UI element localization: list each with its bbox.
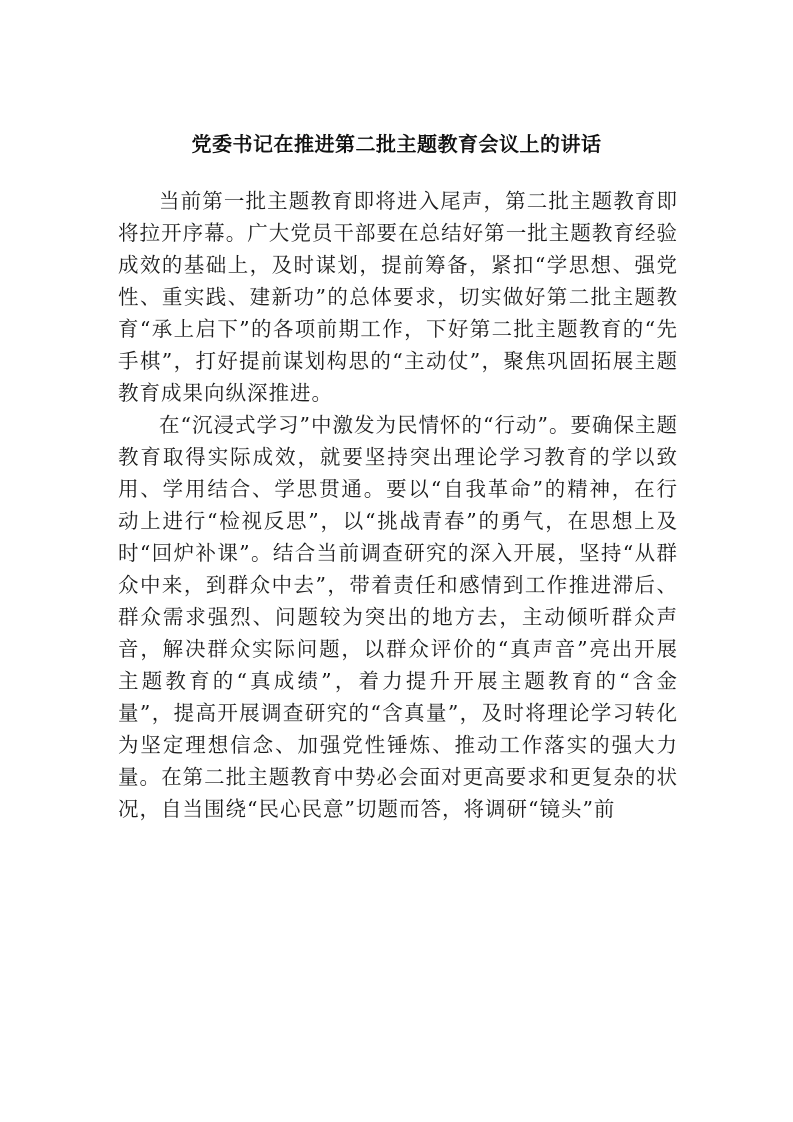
paragraph-2: 在“沉浸式学习”中激发为民情怀的“行动”。要确保主题教育取得实际成效，就要坚持突出理论学习教育的学以致用、学用结合、学思贯通。要以“自我革命”的精神，在行动上进行“检视反思”，以“挑战青春”的勇气，在思想上及时“回炉补课”。结合当前调查研究的深入开展，坚持“从群众中来，到群众中去”，带着责任和感情到工作推进滞后、群众需求强烈、问题较为突出的地方去，主动倾听群众声音，解决群众实际问题，以群众评价的“真声音”亮出开展主题教育的“真成绩”，着力提升开展主题教育的“含金量”，提高开展调查研究的“含真量”，及时将理论学习转化为坚定理想信念、加强党性锤炼、推动工作落实的强大力量。在第二批主题教育中势必会面对更高要求和更复杂的状况，自当围绕“民心民意”切题而答，将调研“镜头”前 xyxy=(118,413,678,821)
document-title: 党委书记在推进第二批主题教育会议上的讲话 xyxy=(191,132,602,156)
document-body xyxy=(118,185,678,825)
paragraph-1: 当前第一批主题教育即将进入尾声，第二批主题教育即将拉开序幕。广大党员干部要在总结好第一批主题教育经验成效的基础上，及时谋划，提前筹备，紧扣“学思想、强党性、重实践、建新功”的总体要求，切实做好第二批主题教育“承上启下”的各项前期工作，下好第二批主题教育的“先手棋”，打好提前谋划构思的“主动仗”，聚焦巩固拓展主题教育成果向纵深推进。 xyxy=(118,189,678,405)
